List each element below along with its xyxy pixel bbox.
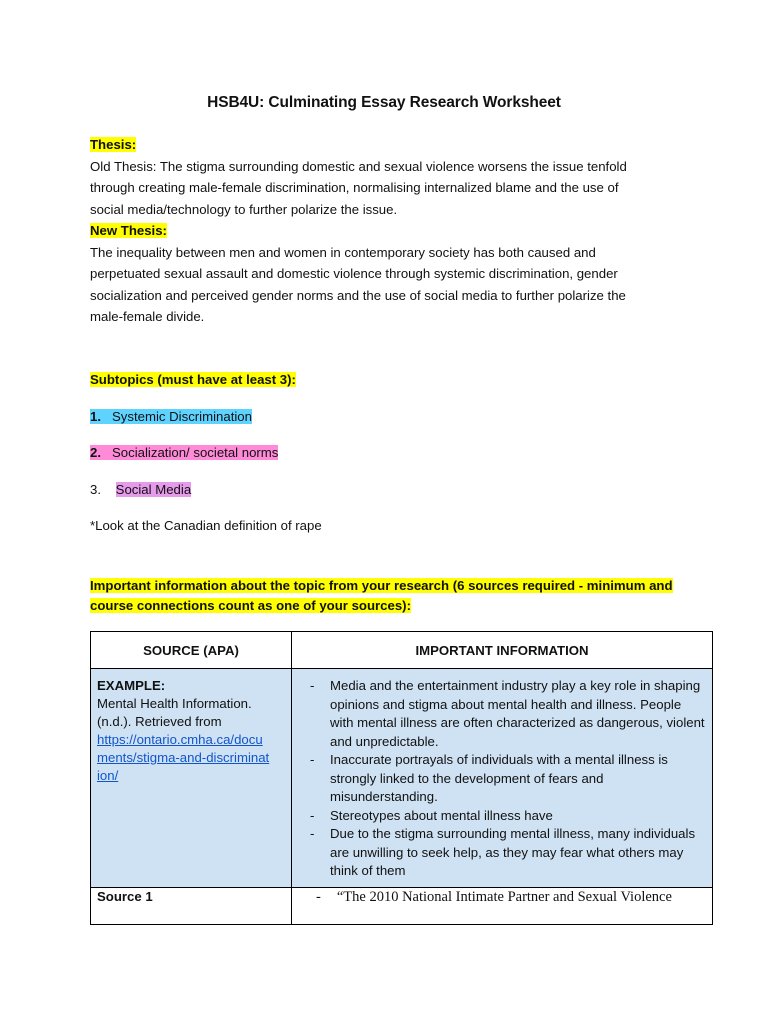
sources-table — [90, 631, 713, 925]
subtopic-text: Socialization/ societal norms — [112, 445, 279, 460]
thesis-section — [90, 134, 690, 328]
example-label: EXAMPLE: — [97, 678, 166, 693]
example-source-cell — [91, 669, 292, 888]
example-link[interactable]: https://ontario.cmha.ca/docu — [97, 732, 263, 747]
source-1-info: “The 2010 National Intimate Partner and Sexual Violence — [336, 888, 672, 905]
old-thesis-line: Old Thesis: The stigma surrounding domestic and sexual violence worsens the issue tenfold — [90, 158, 627, 174]
list-item: - Inaccurate portrayals of individuals with a mental illness is strongly linked to the development of fears and misunderstanding. — [306, 751, 706, 807]
subtopic-number: 1. — [90, 409, 101, 424]
document-title: HSB4U: Culminating Essay Research Worksheet — [207, 94, 561, 111]
rape-definition-note: *Look at the Canadian definition of rape — [90, 518, 322, 533]
list-item: - Due to the stigma surrounding mental illness, many individuals are unwilling to seek help, as they may fear what others may think of them — [306, 825, 706, 881]
subtopics-heading — [90, 371, 296, 389]
example-bullet-list — [306, 677, 706, 881]
new-thesis-line: perpetuated sexual assault and domestic violence through systemic discrimination, gender — [90, 266, 618, 281]
table-header-row — [91, 632, 713, 669]
important-info-line: Important information about the topic from your research (6 sources required - minimum and — [90, 578, 673, 593]
source-1-info-cell — [292, 887, 713, 924]
subtopics-label: Subtopics (must have at least 3): — [90, 372, 296, 387]
old-thesis-line: social media/technology to further polarize the issue. — [90, 201, 398, 217]
list-item: - Stereotypes about mental illness have — [306, 807, 706, 826]
list-item: - Media and the entertainment industry play a key role in shaping opinions and stigma about mental health and illness. People with mental illness are often characterized as dangerous, violent and unpredictable. — [306, 677, 706, 751]
subtopic-text: Systemic Discrimination — [112, 409, 252, 424]
example-link[interactable]: ion/ — [97, 768, 119, 783]
new-thesis-line: male-female divide. — [90, 309, 205, 324]
example-info-cell — [292, 669, 713, 888]
source-1-dash: - — [316, 888, 321, 905]
example-link[interactable]: ments/stigma-and-discriminat — [97, 750, 270, 765]
new-thesis-line: The inequality between men and women in contemporary society has both caused and — [90, 244, 596, 260]
new-thesis-line: socialization and perceived gender norms and the use of social media to further polarize the — [90, 287, 626, 303]
important-info-line: course connections count as one of your sources): — [90, 597, 411, 613]
subtopic-item-2 — [90, 444, 278, 462]
new-thesis-label: New Thesis: — [90, 223, 167, 238]
example-citation-line: Mental Health Information. — [97, 696, 252, 711]
header-source-apa: SOURCE (APA) — [91, 632, 292, 669]
header-important-information: IMPORTANT INFORMATION — [292, 632, 713, 669]
table-row-example — [91, 669, 713, 888]
source-1-label: Source 1 — [91, 887, 292, 924]
subtopic-item-3 — [90, 481, 191, 499]
subtopic-number: 2. — [90, 445, 101, 460]
important-info-heading — [90, 576, 690, 615]
subtopic-text: Social Media — [115, 482, 192, 497]
subtopic-item-1 — [90, 408, 252, 426]
thesis-label: Thesis: — [90, 137, 137, 152]
old-thesis-line: through creating male-female discrimination, normalising internalized blame and the use of — [90, 180, 619, 195]
table-row-source-1 — [91, 887, 713, 924]
example-citation-line: (n.d.). Retrieved from — [97, 714, 222, 729]
subtopic-number: 3. — [90, 482, 101, 497]
